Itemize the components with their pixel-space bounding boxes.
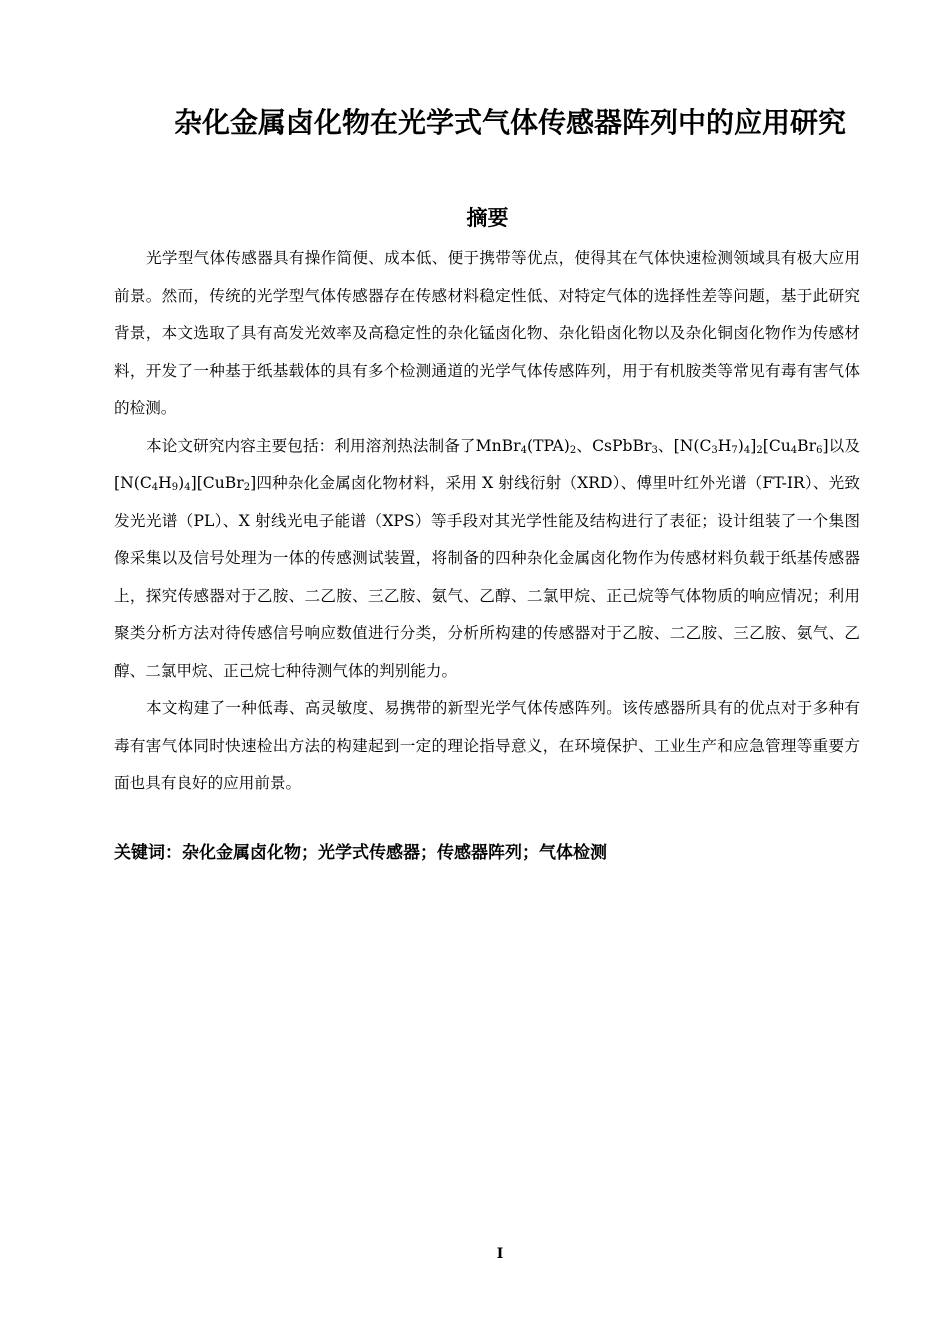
- formula-butyl-ammonium-copper-bromide: $[N(C_4H_9)_4][CuBr_2]$: [114, 474, 257, 493]
- keywords-line: 关键词：杂化金属卤化物；光学式传感器；传感器阵列；气体检测: [114, 843, 607, 863]
- page-number: I: [496, 1246, 504, 1262]
- abstract-heading: 摘要: [466, 206, 509, 230]
- formula-cspbbr3: CsPbBr$_3$: [592, 436, 658, 456]
- document-title: 杂化金属卤化物在光学式气体传感器阵列中的应用研究: [173, 106, 846, 139]
- formula-propyl-ammonium-copper-bromide: $[N(C_3H_7)_4]_2[Cu_4Br_6]$: [673, 436, 829, 456]
- paragraph-2-rest: 四种杂化金属卤化物材料，采用 X 射线衍射（XRD）、傅里叶红外光谱（FT-IR）、光致发光光谱（PL）、X 射线光电子能谱（XPS）等手段对其光学性能及结构进行了表征；设计组装了一个集图像采集以及信号处理为一体的传感测试装置，将制备的四种杂化金属卤化物作为传感材料负载于纸基传感器上，探究传感器对于乙胺、二乙胺、三乙胺、氨气、乙醇、二氯甲烷、正己烷等气体物质的响应情况；利用聚类分析方法对待传感信号响应数值进行分类，分析所构建的传感器对于乙胺、二乙胺、三乙胺、氨气、乙醇、二氯甲烷、正己烷七种待测气体的判别能力。: [114, 474, 860, 680]
- abstract-paragraph-3: 本文构建了一种低毒、高灵敏度、易携带的新型光学气体传感阵列。该传感器所具有的优点对于多种有毒有害气体同时快速检出方法的构建起到一定的理论指导意义，在环境保护、工业生产和应急管理等重要方面也具有良好的应用前景。: [114, 699, 860, 792]
- formula-mnbr4-tpa: $MnBr_4(TPA)_2$: [475, 436, 577, 456]
- abstract-body: [114, 240, 860, 803]
- paragraph-2-intro: 本论文研究内容主要包括：利用溶剂热法制备了: [146, 436, 476, 455]
- abstract-paragraph-2: 本论文研究内容主要包括：利用溶剂热法制备了$MnBr_4(TPA)_2$、CsPbBr$_3$、$[N(C_3H_7)_4]_2[Cu_4Br_6]$以及$[N(C_4H_9)_4][CuBr_2]$四种杂化金属卤化物材料，采用 X 射线衍射（XRD）、傅里叶红外光谱（FT-IR）、光致发光光谱（PL）、X 射线光电子能谱（XPS）等手段对其光学性能及结构进行了表征；设计组装了一个集图像采集以及信号处理为一体的传感测试装置，将制备的四种杂化金属卤化物作为传感材料负载于纸基传感器上，探究传感器对于乙胺、二乙胺、三乙胺、氨气、乙醇、二氯甲烷、正己烷等气体物质的响应情况；利用聚类分析方法对待传感信号响应数值进行分类，分析所构建的传感器对于乙胺、二乙胺、三乙胺、氨气、乙醇、二氯甲烷、正己烷七种待测气体的判别能力。: [114, 436, 860, 680]
- abstract-paragraph-1: 光学型气体传感器具有操作简便、成本低、便于携带等优点，使得其在气体快速检测领域具有极大应用前景。然而，传统的光学型气体传感器存在传感材料稳定性低、对特定气体的选择性差等问题，基于此研究背景，本文选取了具有高发光效率及高稳定性的杂化锰卤化物、杂化铅卤化物以及杂化铜卤化物作为传感材料，开发了一种基于纸基载体的具有多个检测通道的光学气体传感阵列，用于有机胺类等常见有毒有害气体的检测。: [114, 249, 860, 417]
